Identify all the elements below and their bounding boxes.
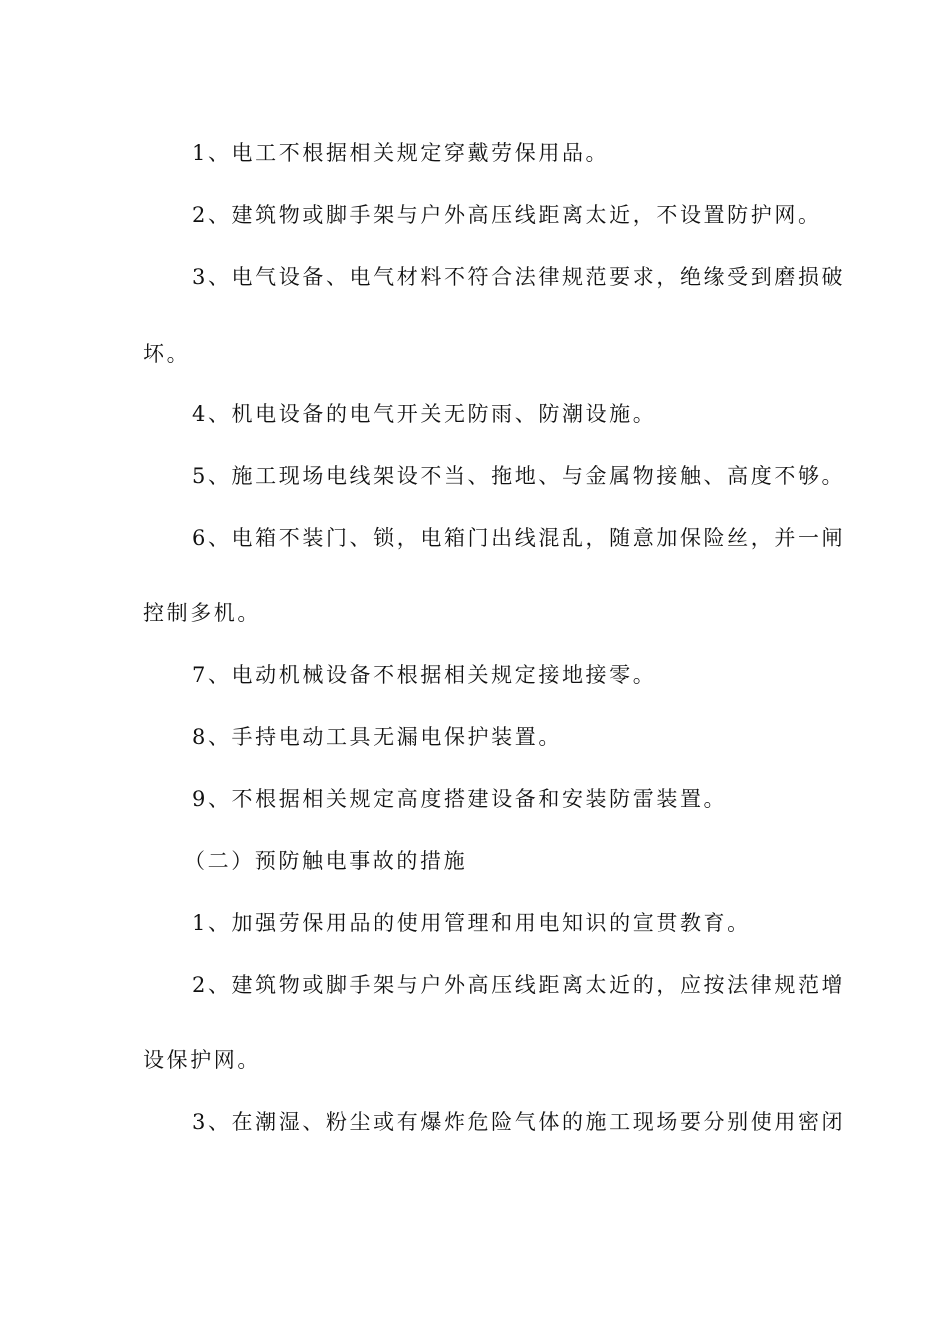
paragraph-continuation: 控制多机。: [143, 601, 261, 625]
paragraph-line: 9、不根据相关规定高度搭建设备和安装防雷装置。: [192, 787, 728, 811]
section-heading: （二）预防触电事故的措施: [184, 849, 468, 873]
paragraph-continuation: 坏。: [143, 342, 191, 366]
paragraph-line: 3、在潮湿、粉尘或有爆炸危险气体的施工现场要分别使用密闭: [192, 1110, 846, 1134]
paragraph-continuation: 设保护网。: [143, 1048, 261, 1072]
paragraph-line: 2、建筑物或脚手架与户外高压线距离太近的，应按法律规范增: [192, 973, 846, 997]
paragraph-line: 2、建筑物或脚手架与户外高压线距离太近，不设置防护网。: [192, 203, 822, 227]
paragraph-line: 8、手持电动工具无漏电保护装置。: [192, 725, 562, 749]
paragraph-line: 6、电箱不装门、锁，电箱门出线混乱，随意加保险丝，并一闸: [192, 526, 846, 550]
paragraph-line: 1、加强劳保用品的使用管理和用电知识的宣贯教育。: [192, 911, 751, 935]
paragraph-line: 3、电气设备、电气材料不符合法律规范要求，绝缘受到磨损破: [192, 265, 846, 289]
paragraph-line: 5、施工现场电线架设不当、拖地、与金属物接触、高度不够。: [192, 464, 846, 488]
paragraph-line: 4、机电设备的电气开关无防雨、防潮设施。: [192, 402, 657, 426]
paragraph-line: 1、电工不根据相关规定穿戴劳保用品。: [192, 141, 610, 165]
paragraph-line: 7、电动机械设备不根据相关规定接地接零。: [192, 663, 657, 687]
